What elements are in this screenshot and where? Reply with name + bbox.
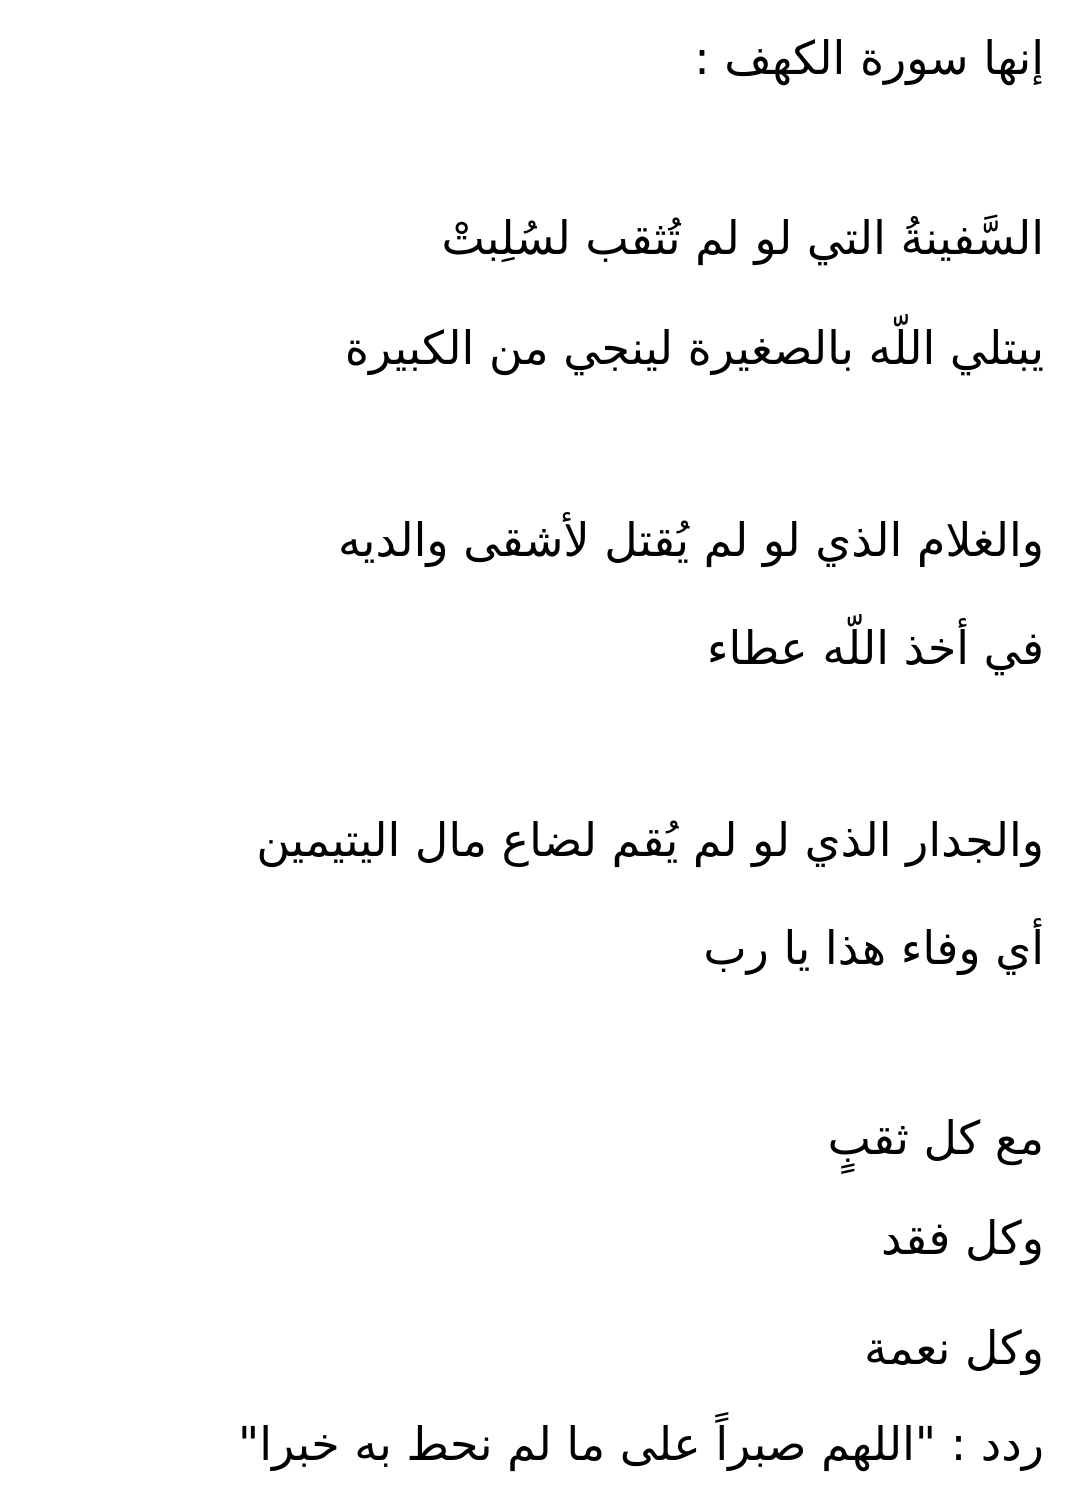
stanza-4-line-2: وكل فقد (881, 1211, 1044, 1265)
closing-line: ردد : "اللهم صبراً على ما لم نحط به خبرا" (238, 1417, 1044, 1471)
stanza-2-line-2: في أخذ اللّه عطاء (706, 621, 1044, 675)
stanza-3-line-1: والجدار الذي لو لم يُقم لضاع مال اليتيمين (256, 813, 1044, 867)
stanza-4-line-3: وكل نعمة (864, 1321, 1044, 1375)
heading: إنها سورة الكهف : (694, 31, 1044, 85)
stanza-2-line-1: والغلام الذي لو لم يُقتل لأشقى والديه (337, 513, 1044, 567)
stanza-1-line-1: السَّفينةُ التي لو لم تُثقب لسُلِبتْ (441, 211, 1044, 265)
stanza-3-line-2: أي وفاء هذا يا رب (703, 921, 1044, 975)
stanza-1-line-2: يبتلي اللّه بالصغيرة لينجي من الكبيرة (344, 321, 1044, 375)
stanza-4-line-1: مع كل ثقبٍ (827, 1111, 1044, 1165)
